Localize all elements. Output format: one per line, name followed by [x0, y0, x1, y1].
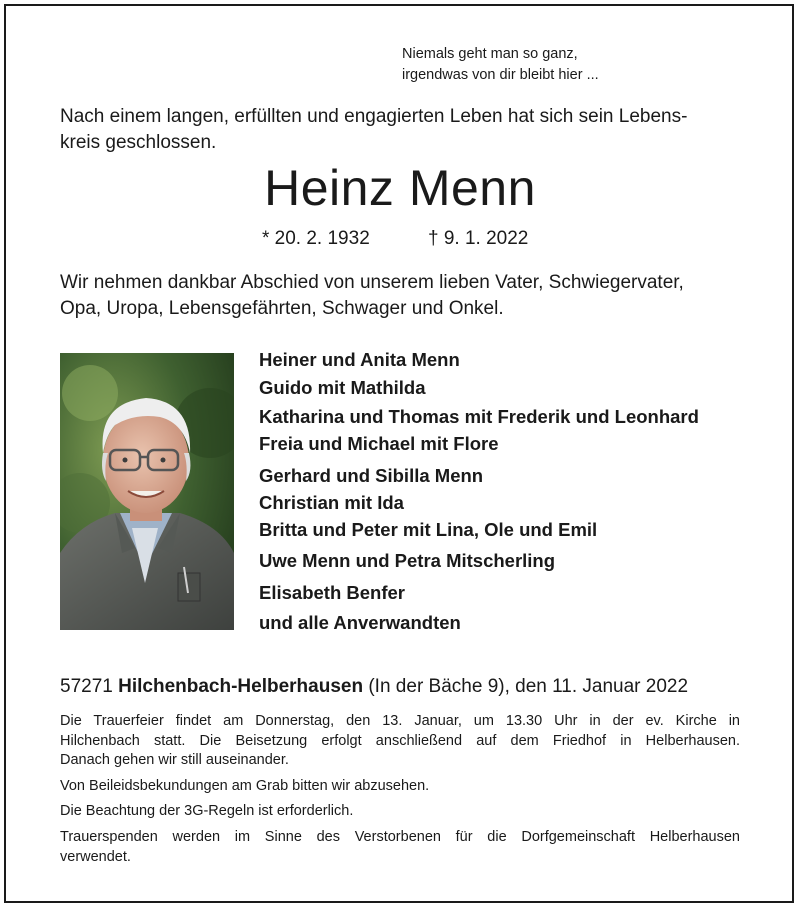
mourner-line: Christian mit Ida — [259, 492, 404, 513]
mourner-line: Elisabeth Benfer — [259, 582, 405, 603]
farewell-text — [60, 270, 760, 322]
mourner-line: Freia und Michael mit Flore — [259, 433, 499, 454]
mourner-line: Uwe Menn und Petra Mitscherling — [259, 550, 556, 571]
mourner-line: und alle Anverwandten — [259, 612, 461, 633]
donations-line-2: verwendet. — [60, 848, 131, 865]
mourner-line: Gerhard und Sibilla Menn — [259, 465, 484, 486]
farewell-line-2: Opa, Uropa, Lebensgefährten, Schwager und Onkel. — [60, 298, 504, 319]
intro-line-2: kreis geschlossen. — [60, 132, 217, 153]
portrait-photo — [60, 353, 234, 630]
portrait-illustration — [60, 353, 234, 630]
intro-text — [60, 104, 750, 156]
rules-note: Die Beachtung der 3G-Regeln ist erforderlich. — [60, 803, 354, 820]
funeral-notes — [60, 712, 740, 867]
farewell-line-1: Wir nehmen dankbar Abschied von unserem lieben Vater, Schwiegervater, — [60, 272, 684, 293]
birth-date: * 20. 2. 1932 — [262, 228, 370, 249]
funeral-info-line-3: Danach gehen wir still auseinander. — [60, 752, 289, 769]
postal-code: 57271 — [60, 676, 113, 697]
condolences-note: Von Beileidsbekundungen am Grab bitten wir abzusehen. — [60, 777, 430, 794]
mourner-line: Heiner und Anita Menn — [259, 349, 460, 370]
place-date-line — [60, 674, 688, 700]
intro-line-1: Nach einem langen, erfüllten und engagierten Leben hat sich sein Lebens- — [60, 106, 688, 127]
death-date: † 9. 1. 2022 — [428, 228, 529, 249]
address-date: (In der Bäche 9), den 11. Januar 2022 — [368, 676, 689, 697]
deceased-name: Heinz Menn — [264, 160, 536, 216]
funeral-info-line-1: Die Trauerfeier findet am Donnerstag, den 13. Januar, um 13.30 Uhr in der ev. Kirche in — [60, 713, 740, 729]
mourner-line: Britta und Peter mit Lina, Ole und Emil — [259, 519, 598, 540]
funeral-info-line-2: Hilchenbach statt. Die Beisetzung erfolgt anschließend auf dem Friedhof in Helberhausen. — [60, 732, 740, 749]
mourner-line: Katharina und Thomas mit Frederik und Leonhard — [259, 406, 699, 427]
motto-quote — [402, 44, 599, 86]
mourner-line: Guido mit Mathilda — [259, 377, 426, 398]
donations-line-1: Trauerspenden werden im Sinne des Verstorbenen für die Dorfgemeinschaft Helberhausen — [60, 828, 740, 845]
motto-line-1: Niemals geht man so ganz, — [402, 46, 578, 62]
motto-line-2: irgendwas von dir bleibt hier ... — [402, 67, 599, 83]
town-name: Hilchenbach-Helberhausen — [118, 676, 364, 697]
